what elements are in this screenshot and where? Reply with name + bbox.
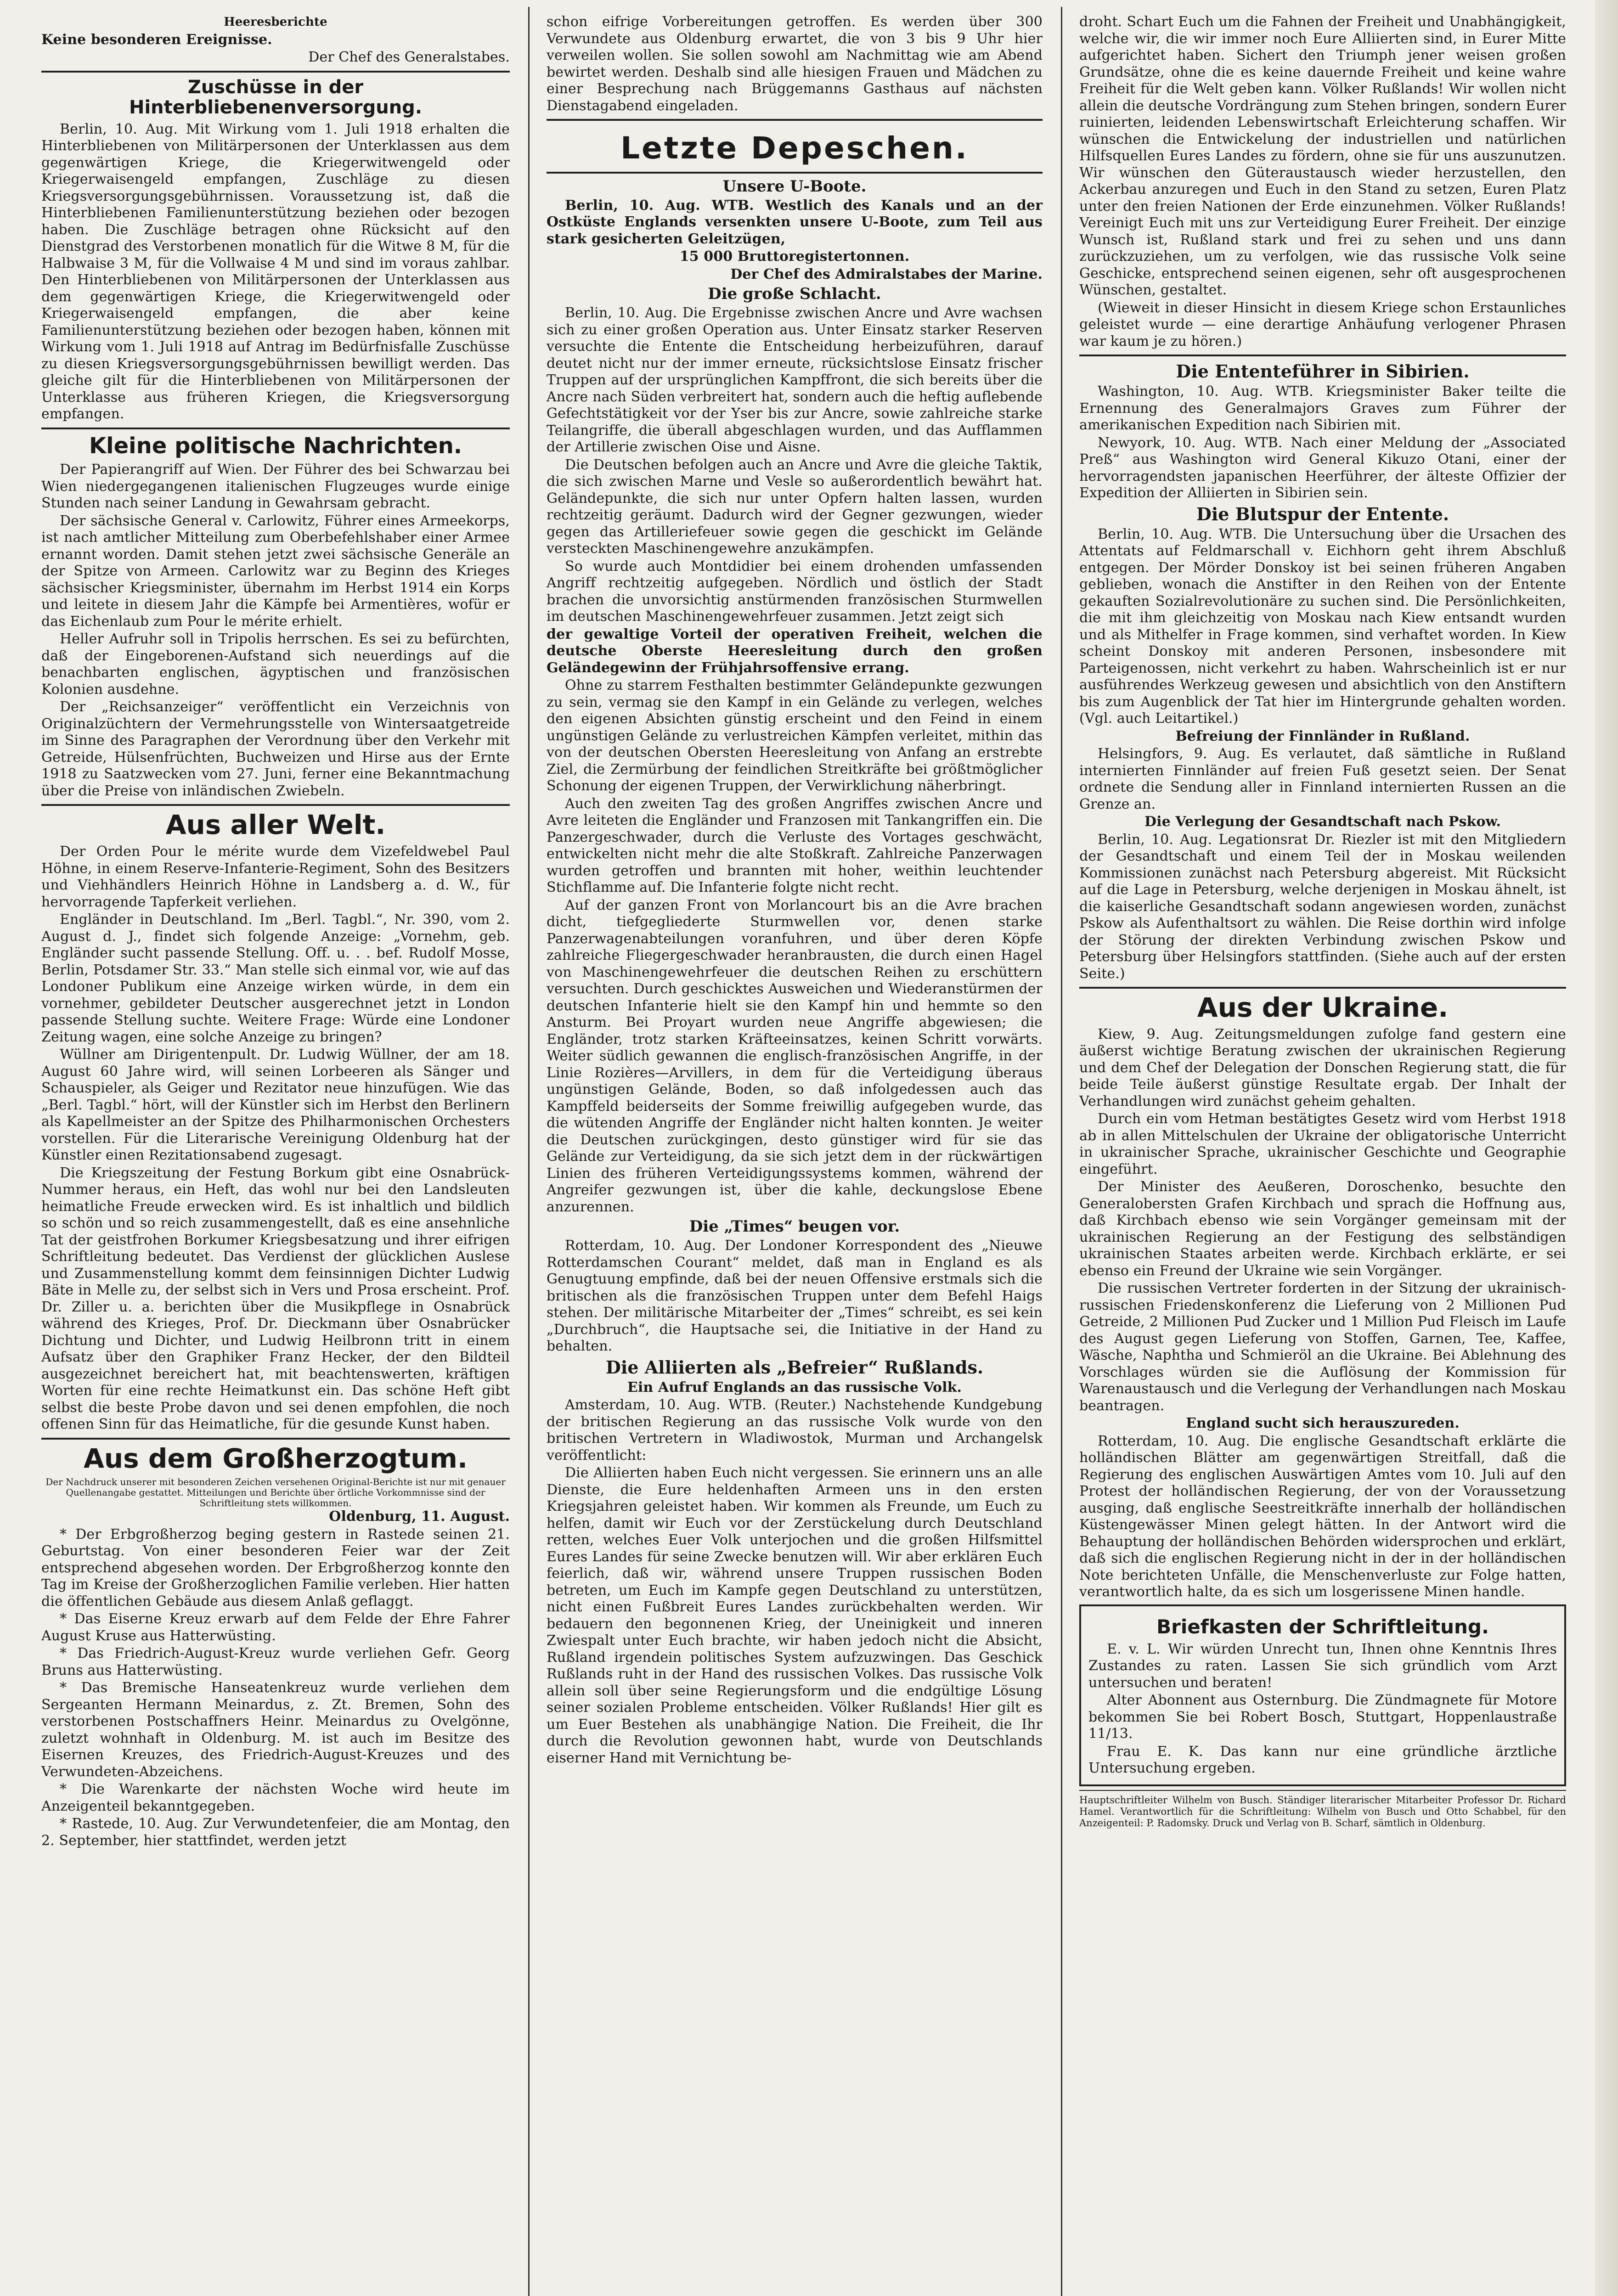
letters-box	[1079, 1604, 1566, 1786]
article-paragraph: Die Alliierten haben Euch nicht vergessen. Sie erinnern uns an alle Dienste, die Eure heldenhaften Armeen uns in den ersten Kriegsjahren geleistet haben. Wir kommen als Freunde, um Euch zu helfen, damit wir Euch vor der Zerstückelung durch Deutschland retten, welches Euer Volk unterjochen und die großen Hilfsmittel Eures Landes für seine Zwecke benutzen will. Wir aber erklären Euch feierlich, daß wir, während unsere Truppen russischen Boden betreten, um Euch im Kampfe gegen Deutschland zu unterstützen, nicht einen Fußbreit Eures Landes zurückbehalten werden. Wir bedauern den begonnenen Krieg, der Uneinigkeit und inneren Zwiespalt unter Euch brachte, wir haben jedoch nicht die Absicht, Rußland irgendein politisches System aufzuzwingen. Das Geschick Rußlands ruht in der Hand des russischen Volkes. Das russische Volk allein soll über seine Regierungsform und die endgültige Lösung seiner sozialen Probleme entscheiden. Völker Rußlands! Hier gilt es um Euer Bestehen als unabhängige Nation. Die Freiheit, die Ihr durch die Revolution gewonnen habt, wurde von Deutschlands eiserner Hand mit Vernichtung be-	[547, 1465, 1043, 1766]
reprint-note: Der Nachdruck unserer mit besonderen Zeichen versehenen Original-Berichte ist nur mit genauer Quellenangabe gestattet. Mitteilungen und Berichte über örtliche Vorkommnisse sind der Schriftleitung stets willkommen.	[45, 1476, 506, 1509]
article-paragraph: * Das Friedrich-August-Kreuz wurde verliehen Gefr. Georg Bruns aus Hatterwüsting.	[41, 1645, 510, 1678]
article-paragraph: Kiew, 9. Aug. Zeitungsmeldungen zufolge fand gestern eine äußerst wichtige Beratung zwischen der ukrainischen Regierung und dem Chef der Delegation der Donschen Regierung statt, die für beide Teile äußerst günstige Resultate ergab. Der Inhalt der Verhandlungen wird zunächst geheim gehalten.	[1079, 1026, 1566, 1109]
article-paragraph: Die Deutschen befolgen auch an Ancre und Avre die gleiche Taktik, die sich zwischen Marne und Vesle so außerordentlich bewährt hat. Geländepunkte, die sich nur unter Opfern halten lassen, wurden rechtzeitig geräumt. Dadurch wird der Gegner gezwungen, wieder gegen das Artilleriefeuer sowie gegen die geschickt im Gelände versteckten Maschinengewehre anzukämpfen.	[547, 456, 1043, 557]
editorial-note: (Wieweit in dieser Hinsicht in diesem Kriege schon Erstaunliches geleistet wurde — eine derartige Anhäufung verlogener Phrasen war kaum je zu hören.)	[1079, 299, 1566, 349]
article-paragraph: So wurde auch Montdidier bei einem drohenden umfassenden Angriff rechtzeitig aufgegeben. Nördlich und östlich der Stadt brachen die unvorsichtig anstürmenden französischen Sturmwellen im deutschen Maschinengewehrfeuer zusammen. Jetzt zeigt sich	[547, 558, 1043, 625]
article-paragraph: Engländer in Deutschland. Im „Berl. Tagbl.“, Nr. 390, vom 2. August d. J., findet sich folgende Anzeige: „Vornehm, geb. Engländer sucht passende Stellung. Off. u. . . bef. Rudolf Mosse, Berlin, Potsdamer Str. 33.“ Man stelle sich einmal vor, wie auf das Londoner Publikum eine Anzeige wirken würde, in dem ein vornehmer, gebildeter Deutscher ausgerechnet jetzt in London passende Stellung suchte. Weitere Frage: Würde eine Londoner Zeitung wagen, eine solche Anzeige zu bringen?	[41, 912, 510, 1045]
column-rule-1	[528, 7, 530, 2296]
scan-edge	[1595, 0, 1618, 2296]
divider	[41, 1438, 510, 1440]
article-paragraph: Durch ein vom Hetman bestätigtes Gesetz wird vom Herbst 1918 ab in allen Mittelschulen der Ukraine der obligatorische Unterricht in ukrainischer Sprache, ukrainischer Geschichte und Geographie eingeführt.	[1079, 1111, 1566, 1177]
column-1	[28, 14, 524, 2296]
article-body: Berlin, 10. Aug. Mit Wirkung vom 1. Juli 1918 erhalten die Hinterbliebenen von Militärpersonen der Unterklassen aus dem gegenwärtigen Kriege, die Kriegerwitwengeld oder Kriegerwaisengeld empfangen, Zuschläge zu diesen Kriegsversorgungsgebührnissen. Voraussetzung ist, daß die Hinterbliebenen Familienunterstützung beziehen oder bezogen haben. Die Zuschläge betragen ohne Rücksicht auf den Dienstgrad des Verstorbenen monatlich für die Witwe 8 M, für die Halbwaise 3 M, für die Vollwaise 4 M und sind im voraus zahlbar. Den Hinterbliebenen von Militärpersonen der Unterklassen aus dem gegenwärtigen Kriege, die Kriegerwitwengeld oder Kriegerwaisengeld empfangen, die aber keine Familienunterstützung beziehen oder bezogen haben, können mit Wirkung vom 1. Juli 1918 auf Antrag im Bedürfnisfalle Zuschüsse zu diesen Kriegsversorgungsgebührnissen bewilligt werden. Das gleiche gilt für die Hinterbliebenen von Militärpersonen der Unterklasse aus früheren Kriegen, die Kriegsversorgung empfangen.	[41, 121, 510, 422]
headline-hinterbliebene: Zuschüsse in der Hinterbliebenenversorgung.	[129, 76, 423, 118]
imprint: Hauptschriftleiter Wilhelm von Busch. Ständiger literarischer Mitarbeiter Professor Dr. Richard Hamel. Verantwortlich für die Schriftleitung: Wilhelm von Busch und Otto Schabbel, für den Anzeigenteil: P. Radomsky. Druck und Verlag von B. Scharf, sämtlich in Oldenburg.	[1079, 1794, 1566, 1829]
article-paragraph: Die russischen Vertreter forderten in der Sitzung der ukrainisch-russischen Friedenskonferenz die Lieferung von 2 Millionen Pud Getreide, 2 Millionen Pud Zucker und 1 Million Pud Fleisch im Laufe des August gegen Lieferung von Stoffen, Garnen, Tee, Kaffee, Wäsche, Naphtha und Schmieröl an die Ukraine. Bei Ablehnung des Vorschlages würden sie die Auflösung der Kommission für Warenaustausch und die Verlegung der Verhandlungen nach Moskau beantragen.	[1079, 1280, 1566, 1414]
article-paragraph: Helsingfors, 9. Aug. Es verlautet, daß sämtliche in Rußland internierten Finnländer auf freien Fuß gesetzt seien. Der Senat ordnete die Sendung aller in Finnland internierten Russen an die Grenze an.	[1079, 746, 1566, 812]
headline-briefkasten: Briefkasten der Schriftleitung.	[1156, 1615, 1489, 1638]
article-paragraph: Berlin, 10. Aug. WTB. Die Untersuchung über die Ursachen des Attentats auf Feldmarschall v. Eichhorn geht ihrem Abschluß entgegen. Der Mörder Donskoy ist bei seinen früheren Angaben geblieben, wonach die Anstifter in den Reihen von der Entente gekauften Sozialrevolutionäre zu suchen sind. Die Persönlichkeiten, die mit ihm gleichzeitig von Moskau nach Kiew entsandt wurden und als Mithelfer in Frage kommen, sind verhaftet worden. In Kiew scheint Donskoy mit anderen Personen, insbesondere mit Parteigenossen, nicht verkehrt zu haben. Wahrscheinlich ist er nur ausführendes Werkzeug gewesen und absichtlich von den Anstiftern bis zum Augenblick der Tat hier im Hintergrunde gehalten worden. (Vgl. auch Leitartikel.)	[1079, 526, 1566, 726]
article-paragraph: Washington, 10. Aug. WTB. Kriegsminister Baker teilte die Ernennung des Generalmajors Graves zum Führer der amerikanischen Expedition nach Sibirien mit.	[1079, 383, 1566, 433]
subheadline: Unsere U-Boote.	[722, 177, 867, 196]
column-2	[533, 14, 1056, 2296]
intro-header: Heeresberichte	[224, 15, 327, 29]
article-paragraph: * Das Eiserne Kreuz erwarb auf dem Felde der Ehre Fahrer August Kruse aus Hatterwüsting.	[41, 1611, 510, 1644]
article-paragraph: Amsterdam, 10. Aug. WTB. (Reuter.) Nachstehende Kundgebung der britischen Regierung an das russische Volk wurde von den britischen Vertretern in Wladiwostok, Murman und Archangelsk veröffentlicht:	[547, 1397, 1043, 1463]
article-paragraph: * Der Erbgroßherzog beging gestern in Rastede seinen 21. Geburtstag. Von einer besonderen Feier war der Zeit entsprechend abgesehen worden. Der Erbgroßherzog konnte den Tag im Kreise der Großherzoglichen Familie verleben. Hier hatten die öffentlichen Gebäude aus diesem Anlaß geflaggt.	[41, 1526, 510, 1609]
intro-line-2: Der Chef des Generalstabes.	[308, 49, 510, 65]
subheadline-small: Ein Aufruf Englands an das russische Volk.	[627, 1379, 962, 1396]
divider	[41, 804, 510, 806]
divider	[1079, 1790, 1566, 1791]
article-paragraph: Rotterdam, 10. Aug. Die englische Gesandtschaft erklärte die holländischen Blätter am gegenwärtigen Streitfall, daß die Regierung des englischen Auswärtigen Amtes vom 10. Juli auf den Protest der holländischen Regierung, der von der Voraussetzung ausging, daß englische Seestreitkräfte innerhalb der holländischen Küstengewässer Minen gelegt hätten. In der Antwort wird die Behauptung der holländischen Behörden widersprochen und erklärt, daß sich die englischen Regierung nicht in der in der holländischen Note berichteten Unfälle, die Menschenverluste zur Folge hatten, verantwortlich halte, da es sich um losgerissene Minen handle.	[1079, 1433, 1566, 1600]
letter-answer: Frau E. K. Das kann nur eine gründliche ärztliche Untersuchung ergeben.	[1088, 1743, 1557, 1777]
article-paragraph: Berlin, 10. Aug. Die Ergebnisse zwischen Ancre und Avre wachsen sich zu einer großen Operation aus. Unter Einsatz starker Reserven versuchte die Entente die Entscheidung herbeizuführen, darauf deutet nicht nur der immer erneute, rücksichtslose Einsatz frischer Truppen auf der ursprünglichen Kampffront, die sich bereits über die Ancre nach Süden verbreitert hat, sondern auch die heftig auflebende Gefechtstätigkeit vor der Yser bis zur Ancre, sowie zahlreiche starke Teilangriffe, die überall abgeschlagen wurden, und das Aufflammen der Artillerie zwischen Oise und Aisne.	[547, 305, 1043, 456]
headline-letzte-depeschen: Letzte Depeschen.	[620, 130, 969, 166]
subheadline-small: England sucht sich herauszureden.	[1186, 1415, 1460, 1432]
tonnage-line: 15 000 Bruttoregistertonnen.	[679, 248, 910, 265]
article-paragraph: Rotterdam, 10. Aug. Der Londoner Korrespondent des „Nieuwe Rotterdamschen Courant“ meldet, daß man in England es als Genugtuung empfinde, daß bei der neuen Offensive erstmals sich die britischen als die französischen Truppen unter dem Befehl Haigs stehen. Der militärische Mitarbeiter der „Times“ schreibt, es sei kein „Durchbruch“, die Hauptsache sei, die Initiative in der Hand zu behalten.	[547, 1238, 1043, 1355]
letter-answer: E. v. L. Wir würden Unrecht tun, Ihnen ohne Kenntnis Ihres Zustandes zu raten. Lassen Sie sich gründlich vom Arzt untersuchen und beraten!	[1088, 1641, 1557, 1691]
divider	[1079, 987, 1566, 989]
article-paragraph: Die Kriegszeitung der Festung Borkum gibt eine Osnabrück-Nummer heraus, ein Heft, das wohl nur bei den Landsleuten heimatliche Freude erwecken wird. Es ist inhaltlich und bildlich so schön und so reich zusammengestellt, daß es eine ansehnliche Tat der geistfrohen Borkumer Kriegsbesatzung und ihrer eifrigen Schriftleitung bedeutet. Das Verdienst der glücklichen Auslese und Zusammenstellung kommt dem feinsinnigen Dichter Ludwig Bäte in Melle zu, der selbst sich in Vers und Prosa erscheint. Prof. Dr. Ziller u. a. berichten über die Musikpflege in Osnabrück während des Krieges, Prof. Dr. Dieckmann über Osnabrücker Dichtung und Dichter, und Ludwig Heilbronn tritt in einem Aufsatz über den Graphiker Franz Hecker, der den Bildteil ausgezeichnet bereichert hat, mit beachtenswerten, kräftigen Worten für eine rechte Heimatkunst ein. Das schöne Heft gibt selbst die beste Probe davon und sei denen empfohlen, die noch offenen Sinn für das Heimatliche, für die gesunde Kunst haben.	[41, 1165, 510, 1433]
article-paragraph: * Die Warenkarte der nächsten Woche wird heute im Anzeigenteil bekanntgegeben.	[41, 1781, 510, 1814]
article-paragraph: Newyork, 10. Aug. WTB. Nach einer Meldung der „Associated Preß“ aus Washington wird General Kikuzo Otani, einer der hervorragendsten japanischen Heerführer, der älteste Offizier der Expedition der Alliierten in Sibirien sein.	[1079, 434, 1566, 501]
letter-answer: Alter Abonnent aus Osternburg. Die Zündmagnete für Motore bekommen Sie bei Robert Bosch, Stuttgart, Hoppenlaustraße 11/13.	[1088, 1692, 1557, 1742]
subheadline-small: Die Verlegung der Gesandtschaft nach Pskow.	[1144, 814, 1501, 830]
subheadline: Die Alliierten als „Befreier“ Rußlands.	[605, 1356, 984, 1378]
article-paragraph: * Rastede, 10. Aug. Zur Verwundetenfeier, die am Montag, den 2. September, hier stattfindet, werden jetzt	[41, 1816, 510, 1849]
article-paragraph: Auch den zweiten Tag des großen Angriffes zwischen Ancre und Avre leiteten die Engländer und Franzosen mit Tankangriffen ein. Die Panzergeschwader, durch die Verluste des Vortages geschwächt, entwickelten nicht mehr die alte Stoßkraft. Zahlreiche Panzerwagen wurden getroffen und brannten mit hoher, weithin leuchtender Stichflamme auf. Die Infanterie folgte nicht recht.	[547, 795, 1043, 896]
continued-paragraph: droht. Schart Euch um die Fahnen der Freiheit und Unabhängigkeit, welche wir, die wir immer noch Eure Alliierten sind, in Eurer Mitte aufgerichtet haben. Sichert den Triumph jener weisen großen Grundsätze, ohne die es keine dauernde Freiheit und keine wahre Freiheit für die Welt geben kann. Völker Rußlands! Wir wollen nicht allein die deutsche Vordrängung zum Stehen bringen, sondern Eurer ruinierten, leidenden Lebenswirtschaft Erleichterung schaffen. Wir wünschen die Entwickelung der industriellen und natürlichen Hilfsquellen Eures Landes zu fördern, ohne sie für uns auszunutzen. Wir wünschen den Güteraustausch wieder herzustellen, den Ackerbau anzuregen und Euch in den Stand zu setzen, Euren Platz unter den freien Nationen der Erde einzunehmen. Völker Rußlands! Vereinigt Euch mit uns zur Verteidigung Eurer Freiheit. Der einzige Wunsch ist, Rußland stark und frei zu sehen und uns dann zurückzuziehen, um zu verfolgen, wie das russische Volk seine Geschicke, entsprechend seinen eigenen, sehr oft ausgesprochenen Wünschen, gestaltet.	[1079, 14, 1566, 298]
article-paragraph: Der Orden Pour le mérite wurde dem Vizefeldwebel Paul Höhne, in einem Reserve-Infanterie-Regiment, Sohn des Besitzers und Viehhändlers Heinrich Höhne in Landsberg a. d. W., für hervorragende Tapferkeit verliehen.	[41, 844, 510, 910]
article-paragraph: Der sächsische General v. Carlowitz, Führer eines Armeekorps, ist nach amtlicher Mitteilung zum Oberbefehlshaber einer Armee ernannt worden. Damit stehen jetzt zwei sächsische Generäle an der Spitze von Armeen. Carlowitz war zu Beginn des Krieges sächsischer Kriegsminister, übernahm im Herbst 1914 ein Korps und leitete in diesem Jahr die Kämpfe bei Armentières, wofür er das Eichenlaub zum Pour le mérite erhielt.	[41, 512, 510, 630]
continued-paragraph: schon eifrige Vorbereitungen getroffen. Es werden über 300 Verwundete aus Oldenburg erwartet, die von 3 bis 9 Uhr hier verweilen wollen. Sie sollen sowohl am Nachmittag wie am Abend bewirtet werden. Deshalb sind alle hiesigen Frauen und Mädchen zu einer Besprechung nach Brüggemanns Gasthaus auf nächsten Dienstagabend eingeladen.	[547, 14, 1043, 114]
article-paragraph: Berlin, 10. Aug. Legationsrat Dr. Riezler ist mit den Mitgliedern der Gesandtschaft und einem Teil der in Moskau weilenden Kommissionen zunächst nach Petersburg abgereist. Mit Rücksicht auf die Lage in Petersburg, welche derjenigen in Moskau ähnelt, ist die kaiserliche Gesandtschaft sodann angewiesen worden, zunächst Pskow als Aufenthaltsort zu wählen. Die Reise dorthin wird infolge der Störung der direkten Verbindung zwischen Pskow und Petersburg über Helsingfors stattfinden. (Siehe auch auf der ersten Seite.)	[1079, 831, 1566, 982]
signature: Der Chef des Admiralstabes der Marine.	[730, 266, 1043, 282]
divider	[41, 428, 510, 429]
article-paragraph: Der „Reichsanzeiger“ veröffentlicht ein Verzeichnis von Originalzüchtern der Vermehrungsstelle von Wintersaatgetreide im Sinne des Paragraphen der Verordnung über den Verkehr mit Getreide, Hülsenfrüchten, Buchweizen und Hirse aus der Ernte 1918 zu Saatzwecken vom 27. Juni, ferner eine Bekanntmachung über die Preise von inländischen Zwiebeln.	[41, 699, 510, 799]
article-paragraph: der gewaltige Vorteil der operativen Freiheit, welchen die deutsche Oberste Heeresleitung durch den großen Geländegewinn der Frühjahrsoffensive errang.	[547, 626, 1043, 676]
headline-box	[547, 125, 1043, 174]
article-paragraph: * Das Bremische Hanseatenkreuz wurde verliehen dem Sergeanten Hermann Meinardus, z. Zt. Bremen, Sohn des verstorbenen Postschaffners Heinr. Meinardus zu Ovelgönne, zuletzt wohnhaft in Oldenburg. M. ist auch im Besitze des Eisernen Kreuzes, des Friedrich-August-Kreuzes und des Verwundeten-Abzeichens.	[41, 1680, 510, 1780]
headline-kleine-nachrichten: Kleine politische Nachrichten.	[89, 433, 462, 459]
headline-ukraine: Aus der Ukraine.	[1197, 992, 1449, 1023]
intro-line-1: Keine besonderen Ereignisse.	[41, 31, 272, 48]
article-paragraph: Ohne zu starrem Festhalten bestimmter Geländepunkte gezwungen zu sein, vermag sie den Kampf in ein Gelände zu verlegen, welches den eigenen Absichten günstig erscheint und den Feind in einem ungünstigen Gelände zu verlustreichen Kämpfen verleitet, mithin das von der deutschen Obersten Heeresleitung von Anfang an erstrebte Ziel, die Zermürbung der feindlichen Streitkräfte bei größtmöglicher Schonung der eigenen Truppen, der Verwirklichung näherbringt.	[547, 677, 1043, 794]
divider	[547, 119, 1043, 121]
subheadline: Die große Schlacht.	[708, 285, 881, 304]
headline-aus-aller-welt: Aus aller Welt.	[165, 809, 386, 841]
dateline: Oldenburg, 11. August.	[329, 1508, 510, 1525]
subheadline: Die Blutspur der Entente.	[1196, 503, 1449, 524]
article-paragraph: Auf der ganzen Front von Morlancourt bis an die Avre brachen dicht, tiefgegliederte Sturmwellen vor, denen starke Panzerwagenabteilungen voranfuhren, und über deren Köpfe zahlreiche Fliegergeschwader heranbrausten, die durch einen Hagel von Maschinengewehrfeuer die deutschen Reihen zu erschüttern versuchten. Durch geschicktes Ausweichen und Wiederanstürmen der deutschen Infanterie hielt sie den Kampf hin und hemmte so den Ansturm. Bei Proyart wurden neue Angriffe abgewiesen; die Engländer, trotz starken Kräfteeinsatzes, keinen Schritt vorwärts. Weiter südlich gewannen die englisch-französischen Angriffe, in der Linie Rozières—Arvillers, in dem für die Verteidigung überaus ungünstigen Gelände, Boden, so daß infolgedessen auch das Kampffeld beiderseits der Somme freiwillig aufgegeben wurde, das die wütenden Angriffe der Engländer nicht halten konnten. Je weiter die Deutschen zurückgingen, desto günstiger wird für sie das Gelände zur Verteidigung, da sie sich jetzt dem in der rückwärtigen Linien des früheren Verteidigungssystems kommen, während der Angreifer gezwungen ist, über die kahle, deckungslose Ebene anzurennen.	[547, 897, 1043, 1215]
article-paragraph: Der Papierangriff auf Wien. Der Führer des bei Schwarzau bei Wien niedergegangenen italienischen Flugzeuges wurde einige Stunden nach seiner Landung in Gewahrsam gebracht.	[41, 461, 510, 512]
article-paragraph: Berlin, 10. Aug. WTB. Westlich des Kanals und an der Ostküste Englands versenkten unsere U-Boote, zum Teil aus stark gesicherten Geleitzügen,	[547, 197, 1043, 247]
subheadline: Die Ententeführer in Sibirien.	[1176, 361, 1470, 382]
column-3	[1066, 14, 1580, 2296]
subheadline-small: Befreiung der Finnländer in Rußland.	[1175, 728, 1470, 744]
subheadline: Die „Times“ beugen vor.	[689, 1217, 900, 1236]
article-paragraph: Heller Aufruhr soll in Tripolis herrschen. Es sei zu befürchten, daß der Eingeborenen-Aufstand sich neuerdings auf die benachbarten englischen, ägyptischen und französischen Kolonien ausdehne.	[41, 631, 510, 698]
article-paragraph: Wüllner am Dirigentenpult. Dr. Ludwig Wüllner, der am 18. August 60 Jahre wird, will seinen Lorbeeren als Sänger und Schauspieler, als Geiger und Rezitator neue hinzufügen. Wie das „Berl. Tagbl.“ hört, will der Künstler sich im Herbst den Berlinern als Kapellmeister an der Spitze des Philharmonischen Orchesters vorstellen. Für die Literarische Vereinigung Oldenburg hat der Künstler einen Rezitationsabend zugesagt.	[41, 1047, 510, 1164]
headline-grossherzogtum: Aus dem Großherzogtum.	[84, 1442, 468, 1474]
divider	[1079, 355, 1566, 356]
column-rule-2	[1061, 7, 1062, 2296]
divider	[41, 71, 510, 73]
article-paragraph: Der Minister des Aeußeren, Doroschenko, besuchte den Generalobersten Grafen Kirchbach und sprach die Hoffnung aus, daß Kirchbach ebenso wie sein Vorgänger gemeinsam mit der ukrainischen Regierung an der Festigung des selbständigen ukrainischen Staates arbeiten werde. Kirchbach erklärte, er sei ebenso ein Freund der Ukraine wie sein Vorgänger.	[1079, 1179, 1566, 1279]
